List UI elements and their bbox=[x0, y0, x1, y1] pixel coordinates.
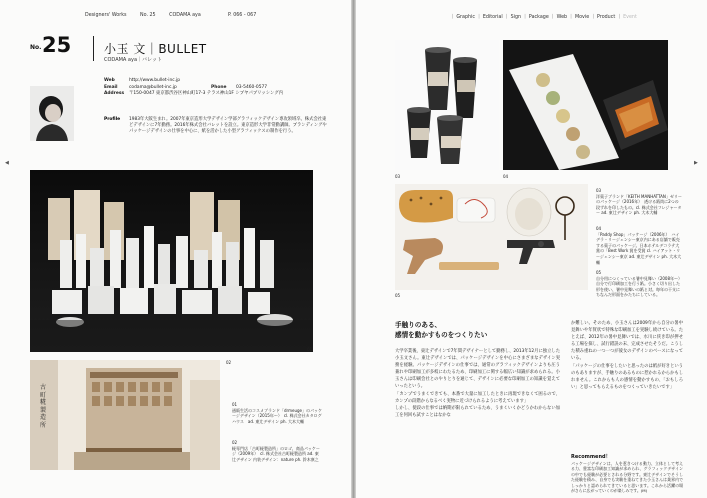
nav-editorial[interactable]: Editorial bbox=[482, 15, 503, 20]
photo-label-04: 04 bbox=[503, 174, 509, 179]
nav-movie[interactable]: Movie bbox=[574, 15, 590, 20]
caption-05: 05 自分用につくっている暑中見舞い（2008年～）自分で行印刷加工を行う紙。小さく切り出した形を使い、暑中見舞いの紙と対。毎年の干支にちなんだ形面をかたちにしている。 bbox=[596, 270, 681, 298]
article-column-1: 大学卒業後、東辻デザインで7年間デザイナーとして勤務し、2013年12月に独立した小玉文さん。東辻デザインでは、パッケージデザインを中心にさまざまなデザイン実務を経験。パッケージデザインの仕事では、通常のグラフィックデザインよりも圧う兼れや印刷加工が多岐にわたるため、印刷加工に関する幅広い知識が求められる。小玉さんは印刷会社とのやりとりを通じて、デザインに必要な印刷加工の知識を覚えていったという。 「カンプでうまくできても、本番で大量に加工したときに再現できなくて困るので、カンプの段階からなるべく実物に近づけられるように考えています」 しかし、使段の仕事では納期が限られているため、うまくいくかどうかわからない加工を何回も試すことはなかな bbox=[395, 349, 560, 418]
product-photo-03 bbox=[395, 40, 499, 170]
email-link[interactable]: codama@bullet-inc.jp bbox=[129, 84, 177, 90]
next-page-arrow-icon[interactable]: ▶ bbox=[694, 160, 698, 166]
article-column-2: か難しい。そのため、小玉さんは2009年から自分の暑中見舞いや年賀状で特殊な印刷加工を実験し続けている。たとえば、2012年の暑中見舞いでは、水川に侠き印が押せる工場を探し、試行錯誤の末、完成させたそうだ。こうした積み重ねの一つ一つが彼女のデザインのベースになっている。 「パッケージの仕事をしたいと思ったのは紙が好きというのもありますが、手触りのあるものに惹かれるからかもしれません。これからも人の感情を動かすもの、「おもしろい」と思ってもらえるものをつくっていきたいです」 bbox=[571, 321, 683, 390]
designer-number: 25 bbox=[42, 33, 72, 57]
nav-sign[interactable]: Sign bbox=[510, 15, 522, 20]
profile-text: 1983年大阪生まれ。2007年東京造形大学デザイン学部グラフィックデザイン専攻領域卒。株式会社東どデザインに7年勤務。2016年株式会社バレットを設立。東京造形大学非常勤講師。ブランディングやパッケージデザインの仕事を中心に、紙を活かした小型グラフィックスの制作を行う。 bbox=[129, 117, 327, 135]
photo-label-01: 01 bbox=[307, 347, 313, 352]
category-nav: ｜ Graphic ｜ Editorial ｜ Sign ｜ Package ｜ Web ｜ Movie ｜ Product ｜ Event bbox=[450, 15, 637, 20]
article-heading: 手触りのある、 感情を動かすものをつくりたい bbox=[395, 321, 488, 339]
left-page bbox=[0, 0, 351, 498]
running-header bbox=[85, 13, 213, 18]
header-number: No. 25 bbox=[140, 13, 156, 18]
info-address: Address 〒150-0047 東京都渋谷区神山町17-3 テラス神山1F シブヤパブリッシング内 bbox=[104, 91, 284, 96]
nav-web[interactable]: Web bbox=[556, 15, 568, 20]
storefront-photo-02 bbox=[30, 360, 220, 470]
store-sign: 古町糀製造所 bbox=[40, 384, 47, 429]
photo-label-03: 03 bbox=[395, 174, 401, 179]
photo-label-05: 05 bbox=[395, 293, 401, 298]
contact-info bbox=[104, 78, 339, 98]
caption-01: 01 通販生活のコスメブランド「drmeuge」のパッケージデザイン（2015年～） cl. 株式会社カタログハウス ad. 東辻デザイン ph. 大木大輔 bbox=[232, 402, 323, 424]
product-photo-05 bbox=[395, 184, 588, 290]
caption-03: 03 洋菓子ブランド「KEITH MANHATTAN」ゼリーのパッケージ（2016年） 透ける紙筒に2つの段ずれを印したもの。cl. 株式会社フレジャーター ad. 東辻デザイン ph. 大木大輔 bbox=[596, 188, 682, 216]
page-subtitle: CODAMA aya｜バレット bbox=[104, 57, 162, 63]
title-divider bbox=[93, 36, 94, 61]
caption-04: 04 「Paddy Shop」パッケージ（2006年） ハイデラ・リージェンシー東京内にある店舗で販売する菓子のパッケージ。日本ホテルデコラテ大賞の「Best Work 賞を受賞 cl. ハイアット・リージェンシー東京 ad. 東辻デザイン ph. 大木大輔 bbox=[596, 226, 682, 265]
info-email: Email codama@bullet-inc.jp Phone 03-5460-0577 bbox=[104, 84, 268, 90]
photo-label-02: 02 bbox=[226, 360, 232, 365]
number-label: No. bbox=[30, 44, 42, 51]
recommend-title: Recommend！ bbox=[571, 454, 611, 460]
profile bbox=[104, 117, 329, 136]
nav-package[interactable]: Package bbox=[528, 15, 549, 20]
info-web: Web http://www.bullet-inc.jp bbox=[104, 78, 339, 85]
right-page bbox=[356, 0, 707, 498]
nav-event[interactable]: Event bbox=[623, 15, 637, 20]
product-photo-04 bbox=[503, 40, 668, 170]
nav-graphic[interactable]: Graphic bbox=[456, 15, 476, 20]
product-photo-01 bbox=[30, 170, 313, 352]
header-name: CODAMA aya bbox=[169, 13, 201, 18]
prev-page-arrow-icon[interactable]: ◀ bbox=[5, 160, 9, 166]
designer-portrait bbox=[30, 86, 74, 141]
caption-02: 02 糀専門店「古町糀製造所」のロゴ、商品パッケージ（2009年） cl. 株式会社古町糀製造所 ad. 東辻デザイン 内装デザイン：nature ph. 鈴木康之 bbox=[232, 440, 320, 462]
header-section: Designers' Works bbox=[85, 13, 127, 18]
page-title: 小玉 文｜BULLET bbox=[104, 42, 207, 56]
page-range: P. 066 - 067 bbox=[228, 13, 257, 18]
web-link[interactable]: http://www.bullet-inc.jp bbox=[129, 78, 181, 83]
nav-product[interactable]: Product bbox=[597, 15, 616, 20]
profile-label: Profile bbox=[104, 117, 121, 122]
recommend-text: パッケージデザインは、人を惹きつける動力、立体として考える力、豊富な印刷加工知識が求められ、グラフィックデザインの中でも経験が必要とされる分野です。東辻デザインでそうした経験を積み、自身でも実験を重ねてきた小玉さんは業界内でしっかりと認められてきていると思います。これから活躍の場がさらに広がっていくのが楽しみです。(M) bbox=[571, 461, 683, 494]
